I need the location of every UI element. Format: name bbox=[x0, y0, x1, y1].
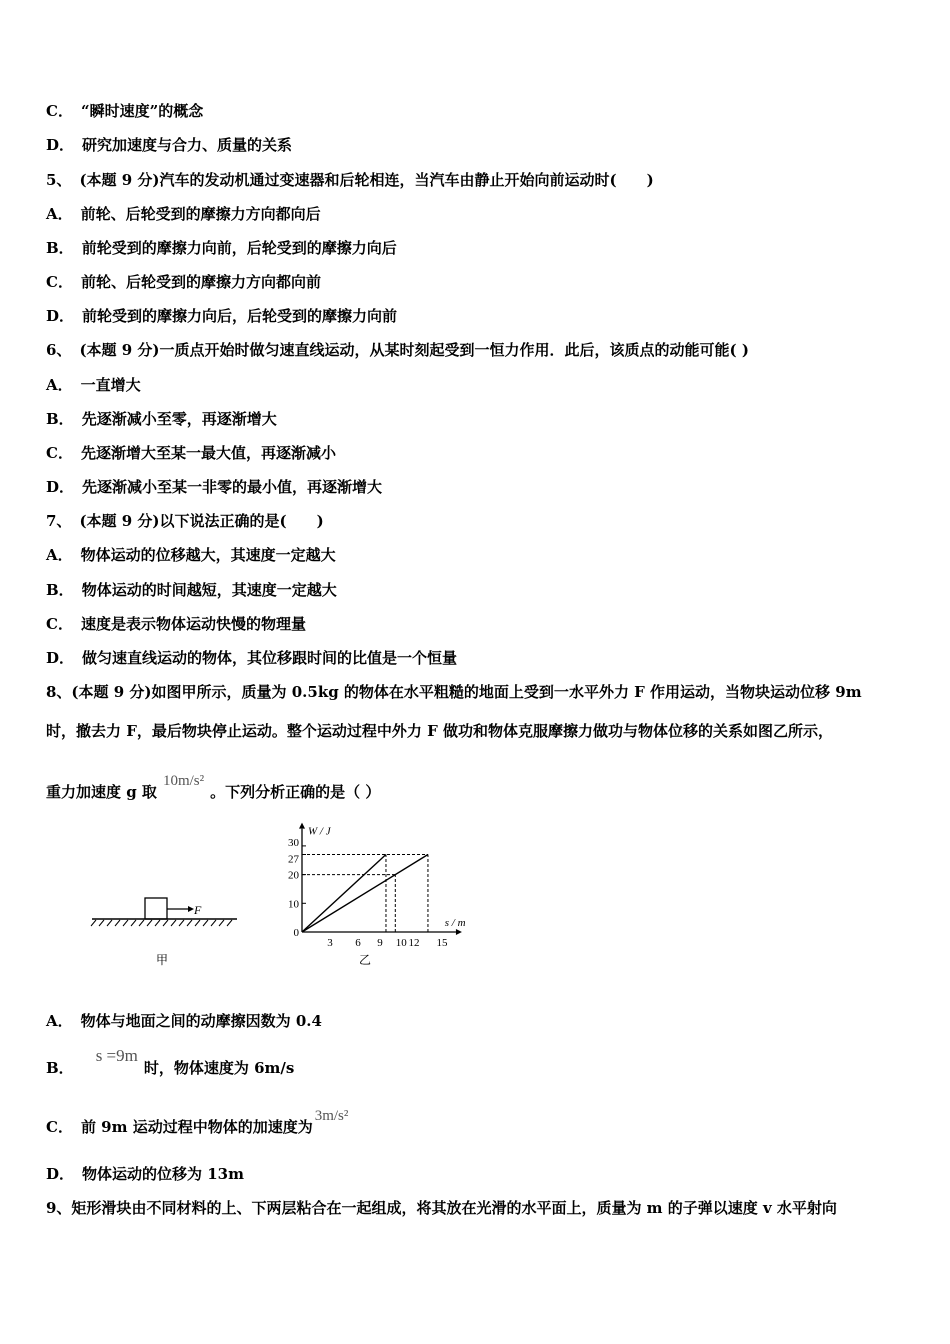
text-line bbox=[46, 545, 336, 565]
item-label: D． bbox=[46, 136, 75, 154]
item-label: 5、 bbox=[46, 171, 72, 189]
item-text: 先逐渐减小至零，再逐渐增大 bbox=[81, 410, 277, 428]
fig-yi-caption: 乙 bbox=[359, 953, 372, 967]
text-line bbox=[46, 135, 292, 155]
item-text: 前轮受到的摩擦力向前，后轮受到的摩擦力向后 bbox=[81, 239, 397, 257]
item-text: 前轮、后轮受到的摩擦力方向都向前 bbox=[80, 273, 321, 291]
x-tick-label: 12 bbox=[408, 937, 420, 949]
y-axis-label: W / J bbox=[308, 825, 331, 838]
fig-jia-caption: 甲 bbox=[156, 953, 169, 967]
x-tick-label: 6 bbox=[355, 937, 361, 949]
text-line bbox=[46, 580, 337, 600]
item-text: 一直增大 bbox=[80, 376, 141, 394]
option-label: B． bbox=[46, 1059, 74, 1077]
text-line bbox=[46, 648, 457, 668]
option-label: C． bbox=[46, 1118, 73, 1136]
figure-yi-chart bbox=[288, 823, 466, 949]
option-text: 物体与地面之间的动摩擦因数为 0.4 bbox=[80, 1012, 322, 1030]
x-tick-label: 3 bbox=[327, 937, 333, 949]
item-label: B． bbox=[46, 581, 74, 599]
q9-line: 9、矩形滑块由不同材料的上、下两层粘合在一起组成，将其放在光滑的水平面上，质量为 m 的子弹以速度 v 水平射向 bbox=[46, 1199, 837, 1217]
text-line bbox=[46, 409, 277, 429]
text-line bbox=[46, 238, 397, 258]
text-line bbox=[46, 375, 141, 395]
item-label: C． bbox=[46, 102, 73, 120]
force-label: F bbox=[194, 903, 202, 917]
q8-line3-tail: 。下列分析正确的是（ ） bbox=[210, 783, 381, 801]
option-text: 前 9m 运动过程中物体的加速度为 bbox=[80, 1118, 313, 1136]
text-line bbox=[46, 272, 321, 292]
y-tick-label: 30 bbox=[288, 836, 299, 849]
x-axis-label: s / m bbox=[444, 917, 466, 929]
y-axis-arrow bbox=[299, 823, 305, 829]
q8-option bbox=[46, 1046, 295, 1078]
text-line bbox=[46, 170, 654, 190]
option-math: s =9m bbox=[95, 1046, 138, 1065]
q8-option bbox=[46, 1011, 322, 1031]
text-line bbox=[46, 306, 397, 326]
item-label: D． bbox=[46, 478, 75, 496]
item-text: 先逐渐减小至某一非零的最小值，再逐渐增大 bbox=[82, 478, 383, 496]
text-line bbox=[46, 443, 336, 463]
item-label: A． bbox=[46, 205, 73, 223]
item-text: “瞬时速度”的概念 bbox=[80, 102, 204, 120]
item-text: 做匀速直线运动的物体，其位移跟时间的比值是一个恒量 bbox=[82, 649, 458, 667]
q8-line2: 时，撤去力 F，最后物块停止运动。整个运动过程中外力 F 做功和物体克服摩擦力做功与物体位移的关系如图乙所示， bbox=[46, 722, 833, 740]
item-label: 7、 bbox=[46, 512, 72, 530]
item-text: 研究加速度与合力、质量的关系 bbox=[82, 136, 293, 154]
series-line bbox=[302, 855, 428, 932]
item-text: 前轮受到的摩擦力向后，后轮受到的摩擦力向前 bbox=[82, 307, 398, 325]
q8-option bbox=[46, 1164, 244, 1184]
y-tick-label: 0 bbox=[293, 927, 299, 939]
q8-line3 bbox=[46, 773, 381, 803]
option-math: 3m/s² bbox=[314, 1108, 349, 1124]
item-label: B． bbox=[46, 239, 74, 257]
text-line bbox=[46, 477, 382, 497]
option-label: D． bbox=[46, 1165, 75, 1183]
item-text: 物体运动的位移越大，其速度一定越大 bbox=[80, 546, 336, 564]
text-line bbox=[46, 614, 306, 634]
item-label: C． bbox=[46, 444, 73, 462]
item-label: C． bbox=[46, 615, 73, 633]
text-line bbox=[46, 511, 324, 531]
item-text: 先逐渐增大至某一最大值，再逐渐减小 bbox=[80, 444, 336, 462]
option-label: A． bbox=[46, 1012, 73, 1030]
option-text: 时，物体速度为 6m/s bbox=[143, 1059, 295, 1077]
option-text: 物体运动的位移为 13m bbox=[82, 1165, 244, 1183]
q8-option bbox=[46, 1108, 354, 1138]
item-text: (本题 9 分)以下说法正确的是( ) bbox=[79, 512, 324, 530]
x-axis-arrow bbox=[456, 929, 462, 935]
item-label: 6、 bbox=[46, 341, 72, 359]
item-label: A． bbox=[46, 546, 73, 564]
item-text: (本题 9 分)汽车的发动机通过变速器和后轮相连，当汽车由静止开始向前运动时( ) bbox=[79, 171, 654, 189]
y-tick-label: 27 bbox=[288, 853, 299, 866]
y-tick-label: 20 bbox=[288, 869, 299, 882]
item-text: 速度是表示物体运动快慢的物理量 bbox=[80, 615, 306, 633]
y-tick-label: 10 bbox=[288, 898, 299, 911]
x-tick-label: 10 bbox=[395, 937, 407, 949]
text-line bbox=[46, 340, 749, 360]
x-tick-label: 15 bbox=[436, 937, 448, 949]
q8-line1: 8、(本题 9 分)如图甲所示，质量为 0.5kg 的物体在水平粗糙的地面上受到一水平外力 F 作用运动，当物块运动位移 9m bbox=[46, 683, 862, 701]
text-line bbox=[46, 101, 203, 121]
item-text: 前轮、后轮受到的摩擦力方向都向后 bbox=[80, 205, 321, 223]
q8-g-value: 10m/s² bbox=[162, 773, 205, 789]
text-line bbox=[46, 204, 321, 224]
figure-block bbox=[80, 815, 480, 970]
item-label: C． bbox=[46, 273, 73, 291]
item-text: 物体运动的时间越短，其速度一定越大 bbox=[81, 581, 337, 599]
item-text: (本题 9 分)一质点开始时做匀速直线运动，从某时刻起受到一恒力作用．此后，该质点的动能可能( ) bbox=[79, 341, 749, 359]
item-label: A． bbox=[46, 376, 73, 394]
x-tick-label: 9 bbox=[377, 937, 383, 949]
series-line bbox=[302, 855, 386, 932]
q8-line3-text: 重力加速度 g 取 bbox=[46, 783, 157, 801]
figure-jia bbox=[91, 898, 237, 967]
item-label: D． bbox=[46, 649, 75, 667]
item-label: B． bbox=[46, 410, 74, 428]
item-label: D． bbox=[46, 307, 75, 325]
